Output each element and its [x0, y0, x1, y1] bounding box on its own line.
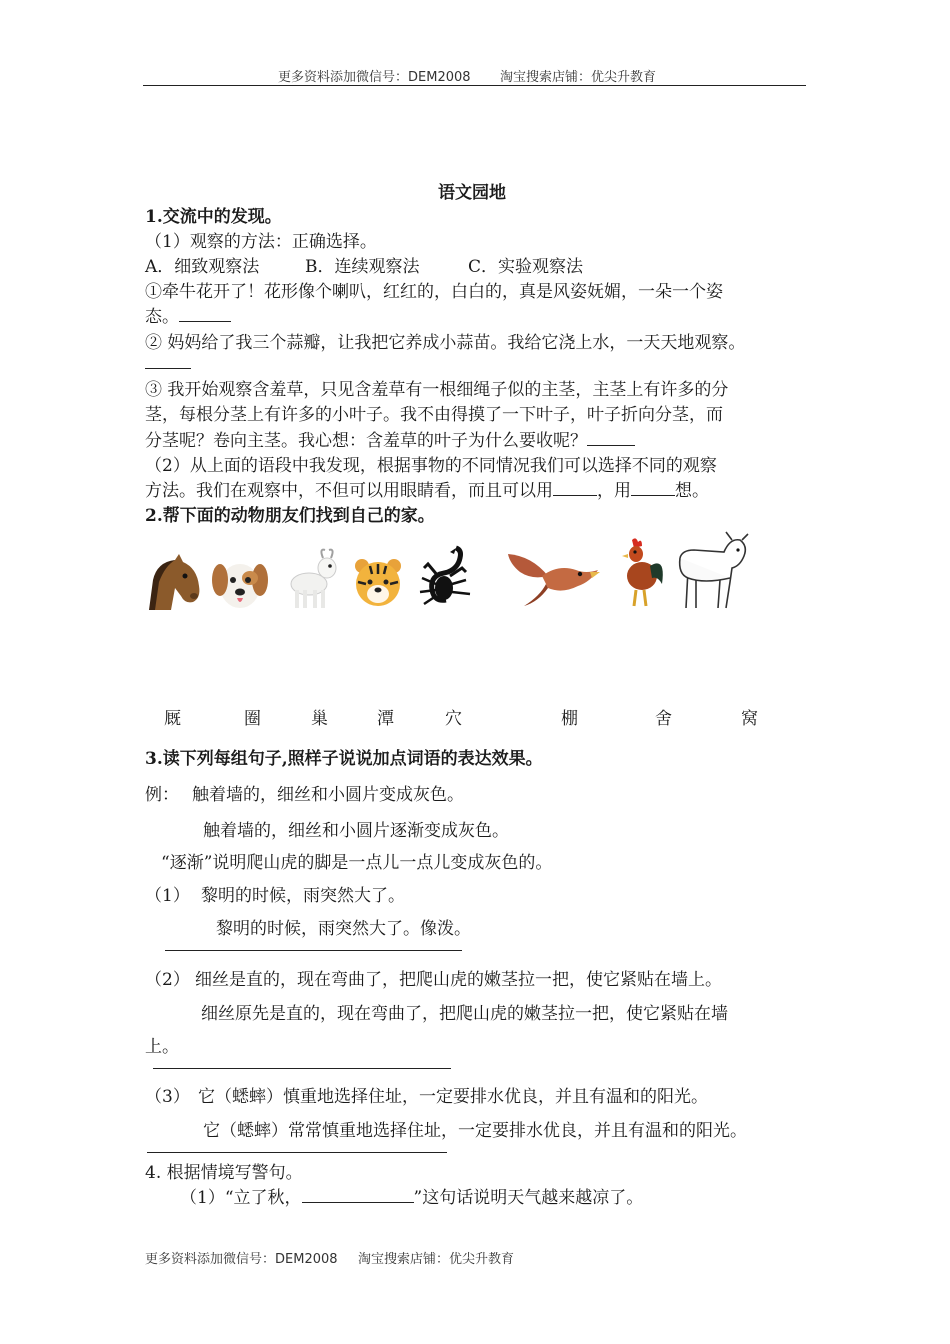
q1-s3-line1: ③ 我开始观察含羞草，只见含羞草有一根细绳子似的主茎，主茎上有许多的分 [145, 380, 729, 400]
footer-shop: 淘宝搜索店铺：优尖升教育 [358, 1252, 515, 1267]
q1-s2-line1: ② 妈妈给了我三个蒜瓣，让我把它养成小蒜苗。我给它浇上水，一天天地观察。 [145, 333, 746, 353]
goat-icon [285, 546, 343, 612]
home-label: 圈 [244, 709, 261, 729]
q4-heading [145, 1158, 303, 1183]
answer-blank[interactable] [553, 481, 597, 496]
q4-p1: （1）“立了秋， ”这句话说明天气越来越凉了。 [180, 1188, 644, 1208]
q3-example-a: 触着墙的，细丝和小圆片变成灰色。 [192, 785, 464, 805]
dog-icon [210, 556, 270, 612]
q1-option-a: A．细致观察法 [145, 257, 260, 277]
rooster-icon [612, 536, 666, 610]
q4-heading-text: 4. 根据情境写警句。 [145, 1163, 303, 1183]
answer-line[interactable] [153, 1068, 451, 1069]
q3-example-label: 例： [145, 785, 179, 805]
home-label: 巢 [311, 709, 328, 729]
cow-icon [674, 530, 750, 612]
q1-sub2-line1: （2）从上面的语段中我发现，根据事物的不同情况我们可以选择不同的观察 [145, 456, 717, 476]
home-label: 穴 [445, 709, 462, 729]
q1-s1-line1: ①牵牛花开了！花形像个喇叭，红红的，白白的，真是风姿妩媚，一朵一个姿 [145, 282, 723, 302]
answer-line[interactable] [147, 1152, 447, 1153]
q3-p3-a: 它（蟋蟀）慎重地选择住址，一定要排水优良，并且有温和的阳光。 [198, 1087, 708, 1107]
home-label: 棚 [561, 709, 578, 729]
q3-example-b: 触着墙的，细丝和小圆片逐渐变成灰色。 [203, 821, 509, 841]
q3-example-note: “逐渐”说明爬山虎的脚是一点儿一点儿变成灰色的。 [161, 853, 553, 873]
q1-s1-line2: 态。 [145, 302, 231, 327]
bird-icon [502, 546, 602, 610]
answer-line[interactable] [165, 950, 462, 951]
answer-blank[interactable] [179, 307, 231, 322]
horse-icon [145, 552, 203, 612]
page-title: 语文园地 [438, 183, 506, 203]
answer-blank[interactable] [631, 481, 675, 496]
home-label: 舍 [655, 709, 672, 729]
q1-sub1: （1）观察的方法：正确选择。 [145, 232, 377, 252]
q3-p3-b: 它（蟋蟀）常常慎重地选择住址，一定要排水优良，并且有温和的阳光。 [203, 1121, 747, 1141]
q1-s3-line3: 分茎呢？卷向主茎。我心想：含羞草的叶子为什么要收呢？ [145, 426, 635, 451]
q3-p3-num: （3） [145, 1087, 190, 1107]
q3-p2-a: 细丝是直的，现在弯曲了，把爬山虎的嫩茎拉一把，使它紧贴在墙上。 [195, 970, 722, 990]
answer-blank[interactable] [145, 368, 191, 369]
q1-sub2-line2: 方法。我们在观察中，不但可以用眼睛看，而且可以用 ，用 想。 [145, 481, 709, 501]
q3-p1-b: 黎明的时候，雨突然大了。像泼。 [216, 919, 471, 939]
header-shop: 淘宝搜索店铺：优尖升教育 [500, 70, 657, 85]
q3-p1-num: （1） [145, 886, 190, 906]
tiger-icon [352, 556, 404, 610]
q1-heading: 1.交流中的发现。 [145, 207, 282, 227]
header-rule [143, 85, 806, 86]
q3-p1-a: 黎明的时候，雨突然大了。 [201, 886, 405, 906]
answer-blank[interactable] [302, 1188, 414, 1203]
q3-p2-b2: 上。 [145, 1037, 179, 1057]
q1-s3-line2: 茎，每根分茎上有许多的小叶子。我不由得摸了一下叶子，叶子折向分茎，而 [145, 405, 723, 425]
q3-p2-b1: 细丝原先是直的，现在弯曲了，把爬山虎的嫩茎拉一把，使它紧贴在墙 [201, 1004, 728, 1024]
footer-wechat: 更多资料添加微信号：DEM2008 [145, 1252, 338, 1267]
q2-heading: 2.帮下面的动物朋友们找到自己的家。 [145, 506, 435, 526]
q1-option-c: C．实验观察法 [468, 257, 584, 277]
scorpion-icon [414, 544, 478, 610]
header-wechat: 更多资料添加微信号：DEM2008 [278, 70, 471, 85]
home-label: 潭 [377, 709, 394, 729]
home-label: 厩 [164, 709, 181, 729]
q3-heading: 3.读下列每组句子,照样子说说加点词语的表达效果。 [145, 749, 543, 769]
home-label: 窝 [741, 709, 758, 729]
q3-p2-num: （2） [145, 970, 190, 990]
answer-blank[interactable] [587, 431, 635, 446]
q1-option-b: B．连续观察法 [305, 257, 420, 277]
